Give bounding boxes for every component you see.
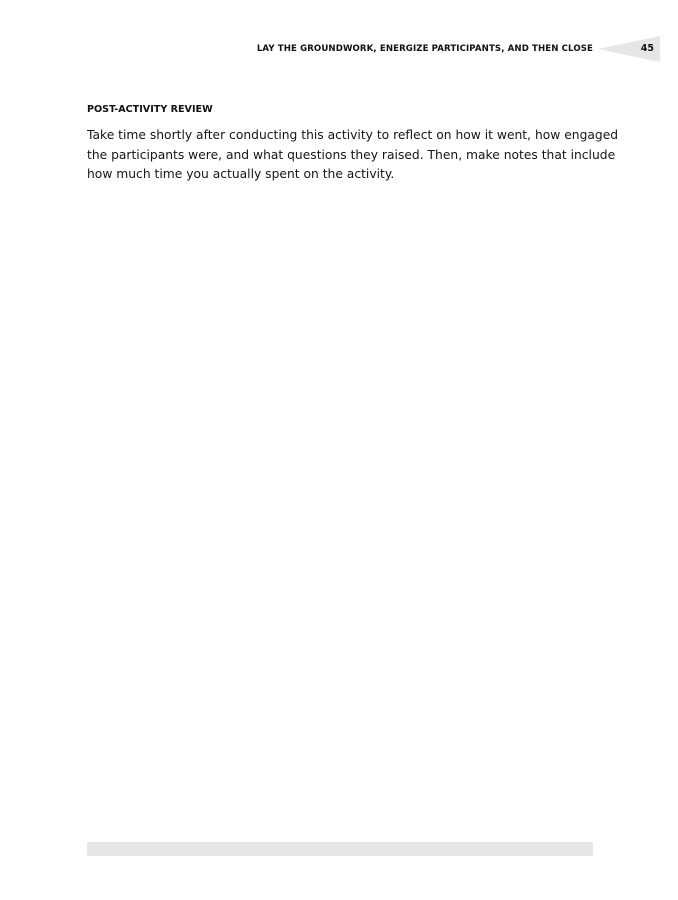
- page-number-tab: [598, 36, 660, 62]
- body-paragraph: [87, 126, 619, 185]
- body-line: Take time shortly after conducting this activity to reflect on how it went, how engaged: [87, 128, 619, 142]
- section-heading: POST-ACTIVITY REVIEW: [87, 104, 213, 115]
- running-head: LAY THE GROUNDWORK, ENERGIZE PARTICIPANTS, AND THEN CLOSE: [256, 44, 593, 54]
- body-line: the participants were, and what questions they raised. Then, make notes that include: [87, 147, 616, 162]
- page-number: 45: [640, 43, 654, 54]
- body-line: how much time you actually spent on the activity.: [87, 167, 395, 181]
- footer-bar: [87, 842, 593, 856]
